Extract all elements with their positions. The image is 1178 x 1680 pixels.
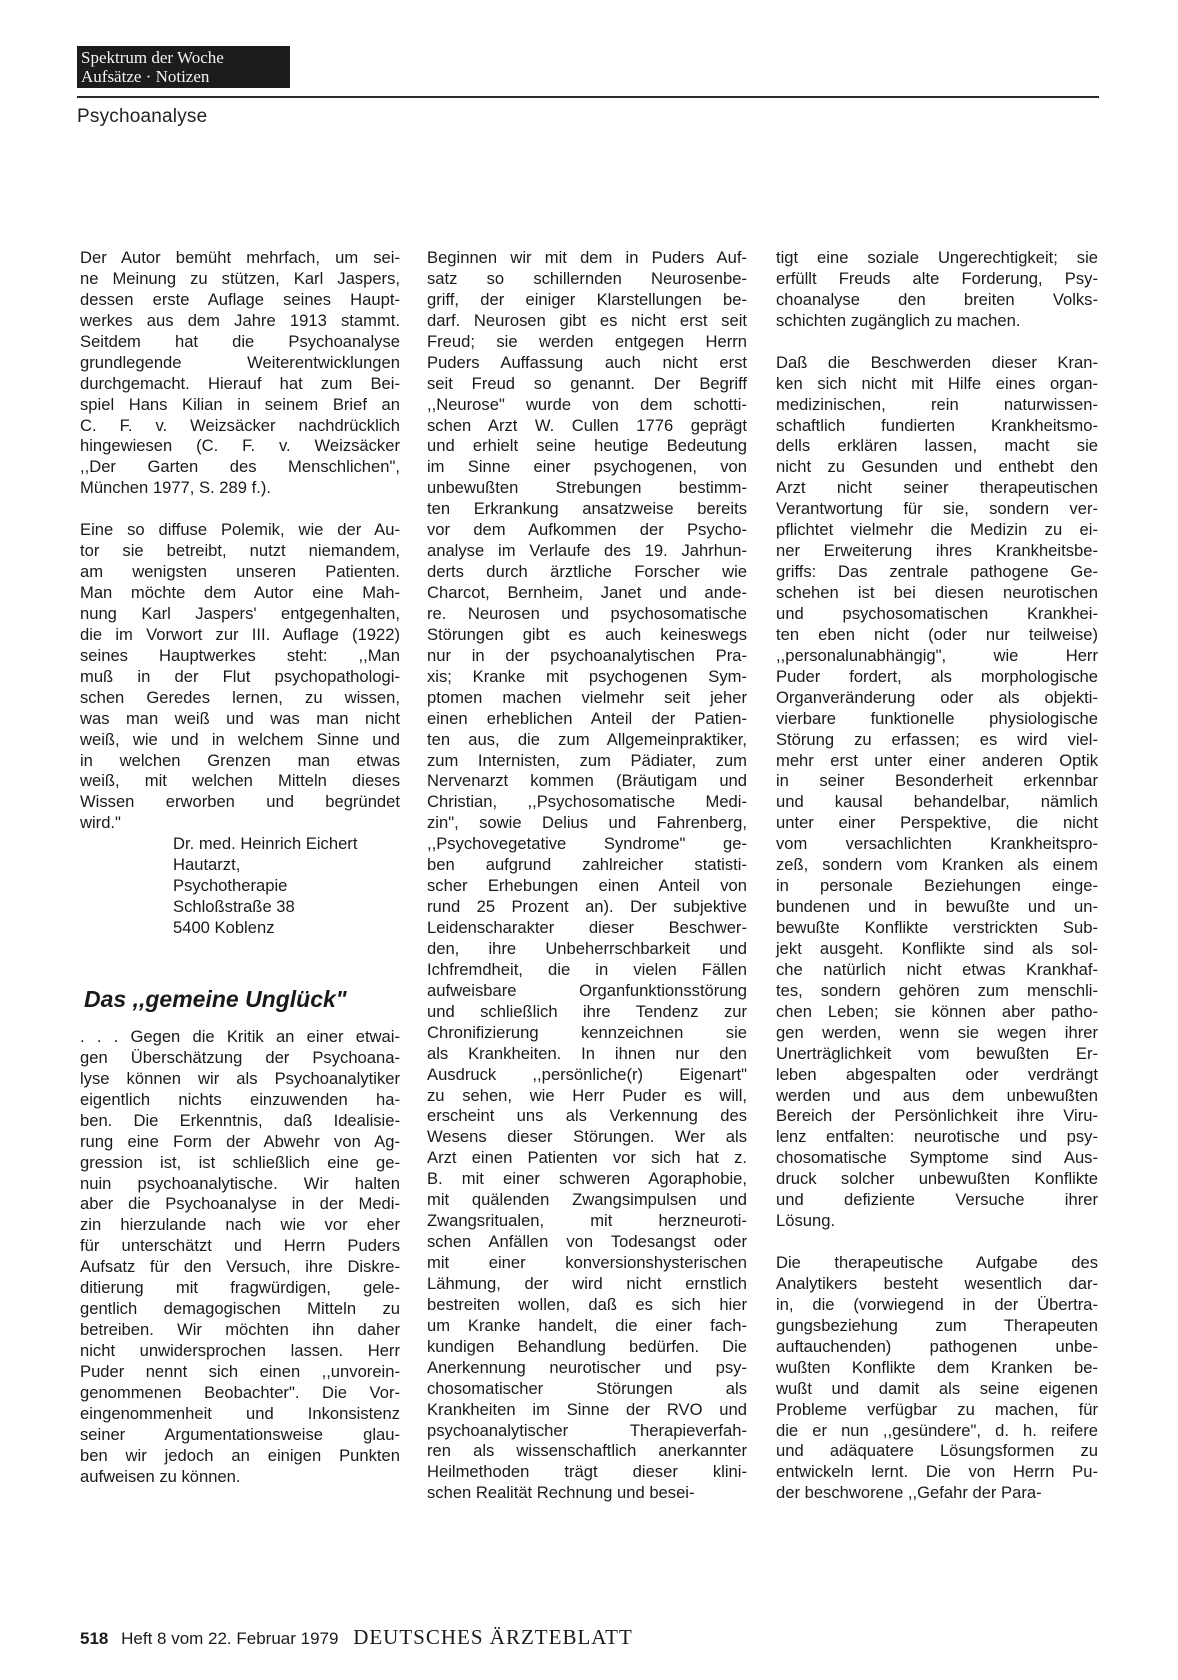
column-3 — [776, 248, 1098, 1504]
text-line: rung eine Form der Abwehr von Ag- — [80, 1131, 400, 1151]
text-line: die im Vorwort zur III. Auflage (1922) — [80, 624, 400, 644]
text-line: schichten zugänglich zu machen. — [776, 310, 1021, 330]
text-line: schen Geredes lernen, zu wissen, — [80, 687, 400, 707]
text-line: Schloßstraße 38 — [173, 897, 295, 917]
text-line: jekt ausgeht. Konflikte sind als sol- — [776, 938, 1098, 958]
text-line: auftauchenden) pathogenen unbe- — [776, 1336, 1098, 1356]
text-line: betreiben. Wir möchten ihn daher — [80, 1320, 400, 1340]
text-line: zin", sowie Delius und Fahrenberg, — [427, 813, 747, 833]
text-line: Probleme verfügbar zu machen, für — [776, 1399, 1098, 1419]
text-line: darf. Neurosen gibt es nicht erst seit — [427, 310, 747, 330]
text-line: vom versachlichten Krankheitspro- — [776, 834, 1098, 854]
text-line: Puder nennt sich einen ,,unvorein- — [80, 1361, 400, 1381]
text-line: und kausal behandelbar, nämlich — [776, 792, 1098, 812]
text-line: nur in der psychoanalytischen Pra- — [427, 645, 747, 665]
text-line: schen Arzt W. Cullen 1776 geprägt — [427, 415, 747, 435]
text-line: druck solcher unbewußten Konflikte — [776, 1169, 1098, 1189]
text-line: die er nun ,,gesündere", d. h. reifere — [776, 1420, 1098, 1440]
text-line: aber die Psychoanalyse in der Medi- — [80, 1194, 400, 1214]
page-number: 518 — [80, 1629, 109, 1648]
text-line: re. Neurosen und psychosomatische — [427, 603, 747, 623]
text-line: Unerträglichkeit vom bewußten Er- — [776, 1043, 1098, 1063]
issue-info: Heft 8 vom 22. Februar 1979 — [121, 1629, 339, 1648]
text-line: nicht unwidersprochen lassen. Herr — [80, 1341, 400, 1360]
text-line: ,,Psychovegetative Syndrome" ge- — [427, 834, 747, 854]
text-line: Die therapeutische Aufgabe des — [776, 1253, 1098, 1272]
text-line: wußt und damit als seine eigenen — [776, 1378, 1098, 1398]
text-line: ren als wissenschaftlich anerkannter — [427, 1441, 747, 1461]
col3-paragraph-1 — [776, 248, 1098, 332]
text-line: dells erklären lassen, macht sie — [776, 436, 1098, 456]
col1-paragraph-1 — [80, 248, 400, 499]
text-line: gungsbeziehung zum Therapeuten — [776, 1315, 1098, 1335]
rubric-line-1: Spektrum der Woche — [81, 48, 224, 67]
journal-name: DEUTSCHES ÄRZTEBLATT — [353, 1625, 633, 1649]
text-line: München 1977, S. 289 f.). — [80, 478, 271, 498]
text-line: Zwangsritualen, mit herzneuroti- — [427, 1211, 747, 1231]
text-line: nuin psychoanalytische. Wir halten — [80, 1173, 400, 1193]
text-line: aufweisen zu können. — [80, 1466, 241, 1486]
col2-paragraph-1 — [427, 248, 747, 1504]
text-line: vor dem Aufkommen der Psycho- — [427, 520, 747, 540]
text-line: chen Leben; sie können aber patho- — [776, 1001, 1098, 1021]
text-line: Anerkennung neurotischer und psy- — [427, 1357, 747, 1377]
text-line: chosomatischer Störungen als — [427, 1378, 747, 1398]
text-line: Störungen gibt es auch keineswegs — [427, 624, 747, 644]
text-line: Analytikers besteht wesentlich dar- — [776, 1273, 1098, 1293]
text-line: für unterschätzt und Herrn Puders — [80, 1236, 400, 1256]
text-line: und schließlich ihre Tendenz zur — [427, 1001, 747, 1021]
text-line: Puder fordert, als morphologische — [776, 666, 1098, 686]
text-line: am wenigsten unseren Patienten. — [80, 562, 400, 582]
text-line: nicht zu Gesunden und enthebt den — [776, 457, 1098, 477]
text-line: ten aus, die zum Allgemeinpraktiker, — [427, 729, 747, 749]
text-line: schehen ist bei diesen neurotischen — [776, 583, 1098, 602]
header-rule — [77, 96, 1099, 98]
text-line: chosomatische Symptome sind Aus- — [776, 1148, 1098, 1168]
text-line: Der Autor bemüht mehrfach, um sei- — [80, 248, 400, 267]
text-line: ditierung mit fragwürdigen, gele- — [80, 1278, 400, 1298]
text-line: ken sich nicht mit Hilfe eines organ- — [776, 373, 1098, 393]
text-line: zu sehen, wie Herr Puder es will, — [427, 1085, 747, 1105]
text-line: Verantwortung für sie, sondern ver- — [776, 499, 1098, 519]
text-line: Puders Auffassung auch nicht erst — [427, 352, 747, 372]
text-line: Wesens dieser Störungen. Wer als — [427, 1127, 747, 1147]
text-line: bewußte Konflikte verstrickten Sub- — [776, 918, 1098, 937]
text-line: zum Internisten, zum Pädiater, zum — [427, 750, 747, 770]
text-line: Wissen erworben und begründet — [80, 792, 400, 812]
text-line: gentlich demagogischen Mitteln zu — [80, 1299, 400, 1319]
text-line: scher Erhebungen einen Anteil von — [427, 876, 747, 896]
text-line: spiel Hans Kilian in seinem Brief an — [80, 394, 400, 414]
text-line: Christian, ,,Psychosomatische Medi- — [427, 792, 747, 812]
text-line: erfüllt Freuds alte Forderung, Psy- — [776, 268, 1098, 288]
text-line: Ausdruck ,,persönliche(r) Eigenart" — [427, 1064, 747, 1084]
text-line: zeß, sondern vom Kranken als einem — [776, 855, 1098, 875]
text-line: eigentlich nichts einzuwenden ha- — [80, 1089, 400, 1109]
text-line: werden und aus dem unbewußten — [776, 1085, 1098, 1105]
author-signature — [173, 834, 400, 939]
col3-paragraph-3 — [776, 1253, 1098, 1504]
text-line: B. mit einer schweren Agoraphobie, — [427, 1169, 747, 1189]
text-line: Eine so diffuse Polemik, wie der Au- — [80, 520, 400, 540]
text-line: in welchen Grenzen man etwas — [80, 750, 400, 770]
col3-paragraph-2 — [776, 353, 1098, 1232]
column-1 — [80, 248, 400, 1488]
text-line: medizinischen, rein naturwissen- — [776, 394, 1098, 414]
text-line: ben. Die Erkenntnis, daß Idealisie- — [80, 1110, 400, 1130]
text-line: ner Erweiterung ihres Krankheitsbe- — [776, 541, 1098, 561]
text-line: ,,Der Garten des Menschlichen", — [80, 457, 400, 477]
text-line: der beschworene ,,Gefahr der Para- — [776, 1483, 1042, 1503]
text-line: und erhielt seine heutige Bedeutung — [427, 436, 747, 456]
text-line: Lähmung, der wird nicht ernstlich — [427, 1273, 747, 1293]
page-footer — [80, 1625, 633, 1650]
text-line: bundenen und in bewußte und un- — [776, 897, 1098, 917]
text-line: im Sinne einer psychogenen, von — [427, 457, 747, 477]
text-line: lenz entfalten: neurotische und psy- — [776, 1127, 1098, 1147]
text-line: weiß, wie und in welchem Sinne und — [80, 729, 400, 749]
text-line: xis; Kranke mit psychogenen Sym- — [427, 666, 747, 686]
text-line: in personale Beziehungen einge- — [776, 876, 1098, 896]
text-line: Bereich der Persönlichkeit ihre Viru- — [776, 1106, 1098, 1126]
text-line: schaftlich fundierten Krankheitsmo- — [776, 415, 1098, 435]
text-line: ben wir jedoch an einigen Punkten — [80, 1445, 400, 1465]
text-line: Krankheiten im Sinne der RVO und — [427, 1399, 747, 1419]
text-line: vierbare funktionelle physiologische — [776, 708, 1098, 728]
text-line: C. F. v. Weizsäcker nachdrücklich — [80, 415, 400, 435]
col1-paragraph-2 — [80, 520, 400, 834]
text-line: ptomen machen vielmehr seit jeher — [427, 687, 747, 707]
text-line: nung Karl Jaspers' entgegenhalten, — [80, 603, 400, 623]
rubric-box — [77, 46, 290, 88]
text-line: tigt eine soziale Ungerechtigkeit; sie — [776, 248, 1098, 267]
text-line: tes, sondern gehören zum menschli- — [776, 980, 1098, 1000]
text-line: mit einer konversionshysterischen — [427, 1253, 747, 1272]
text-line: griffs: Das zentrale pathogene Ge- — [776, 562, 1098, 582]
text-line: muß in der Flut psychopathologi- — [80, 666, 400, 686]
text-line: che natürlich nicht etwas Krankhaf- — [776, 959, 1098, 979]
text-line: Arzt nicht seiner therapeutischen — [776, 478, 1098, 498]
text-line: Seitdem hat die Psychoanalyse — [80, 331, 400, 351]
text-line: satz so schillernden Neurosenbe- — [427, 268, 747, 288]
text-line: rund 25 Prozent an). Der subjektive — [427, 897, 747, 917]
col1-paragraph-3 — [80, 1027, 400, 1488]
text-line: schen Anfällen von Todesangst oder — [427, 1232, 747, 1252]
text-line: Charcot, Bernheim, Janet und ande- — [427, 583, 747, 602]
text-line: Freud; sie werden entgegen Herrn — [427, 331, 747, 351]
text-line: gen Überschätzung der Psychoana- — [80, 1047, 400, 1067]
text-line: Nervenarzt kommen (Bräutigam und — [427, 771, 747, 791]
text-line: Arzt einen Patienten vor sich hat z. — [427, 1148, 747, 1168]
text-line: wußten Konflikte dem Kranken be- — [776, 1357, 1098, 1377]
text-line: einen erheblichen Anteil der Patien- — [427, 708, 747, 728]
text-line: gen werden, wenn sie wegen ihrer — [776, 1022, 1098, 1042]
text-line: Man möchte dem Autor eine Mah- — [80, 583, 400, 602]
text-line: eingenommenheit und Inkonsistenz — [80, 1403, 400, 1423]
text-line: gression ist, ist schließlich eine ge- — [80, 1152, 400, 1172]
text-line: seines Hauptwerkes steht: ,,Man — [80, 645, 400, 665]
text-line: und adäquatere Lösungsformen zu — [776, 1441, 1098, 1461]
text-line: ne Meinung zu stützen, Karl Jaspers, — [80, 268, 400, 288]
text-line: ten Erkrankung ansatzweise bereits — [427, 499, 747, 519]
text-line: seiner Argumentationsweise glau- — [80, 1424, 400, 1444]
text-line: mit quälenden Zwangsimpulsen und — [427, 1190, 747, 1210]
text-line: Organveränderung oder als objekti- — [776, 687, 1098, 707]
text-line: mehr erst unter einer anderen Optik — [776, 750, 1098, 770]
text-line: psychoanalytischer Therapieverfah- — [427, 1420, 747, 1440]
text-line: pflichtet vielmehr die Medizin zu ei- — [776, 520, 1098, 540]
text-line: ,,personalunabhängig", wie Herr — [776, 645, 1098, 665]
text-line: ,,Neurose" wurde von dem schotti- — [427, 394, 747, 414]
text-line: hingewiesen (C. F. v. Weizsäcker — [80, 436, 400, 456]
text-line: durchgemacht. Hierauf hat zum Bei- — [80, 373, 400, 393]
text-line: Aufsatz für den Versuch, ihre Diskre- — [80, 1257, 400, 1277]
article-heading: Das ,,gemeine Unglück" — [84, 985, 347, 1012]
text-line: griff, der einiger Klarstellungen be- — [427, 289, 747, 309]
text-line: ben aufgrund zahlreicher statisti- — [427, 855, 747, 875]
text-line: Dr. med. Heinrich Eichert — [173, 834, 358, 854]
text-line: als Krankheiten. In ihnen nur den — [427, 1043, 747, 1063]
section-label: Psychoanalyse — [77, 106, 208, 127]
text-line: unbewußten Strebungen bestimm- — [427, 478, 747, 498]
text-line: choanalyse den breiten Volks- — [776, 289, 1098, 309]
text-line: den, ihre Unbeherrschbarkeit und — [427, 938, 747, 958]
text-line: werkes aus dem Jahre 1913 stammt. — [80, 310, 400, 330]
text-line: was man weiß und was man nicht — [80, 708, 400, 728]
text-line: Psychotherapie — [173, 876, 288, 896]
text-line: ten eben nicht (oder nur teilweise) — [776, 624, 1098, 644]
text-line: . . . Gegen die Kritik an einer etwai- — [80, 1026, 400, 1046]
text-line: dessen erste Auflage seines Haupt- — [80, 289, 400, 309]
text-line: und defiziente Versuche ihrer — [776, 1190, 1098, 1210]
text-line: Heilmethoden trägt dieser klini- — [427, 1462, 747, 1482]
text-line: Beginnen wir mit dem in Puders Auf- — [427, 248, 747, 267]
text-line: schen Realität Rechnung und besei- — [427, 1483, 695, 1503]
text-line: um Kranke handelt, die einer fach- — [427, 1315, 747, 1335]
text-line: erscheint uns als Verkennung des — [427, 1106, 747, 1126]
text-line: kundigen Behandlung bedürfen. Die — [427, 1336, 747, 1356]
text-line: Lösung. — [776, 1211, 836, 1231]
column-2 — [427, 248, 747, 1504]
text-line: weiß, mit welchen Mitteln dieses — [80, 771, 400, 791]
text-line: Chronifizierung kennzeichnen sie — [427, 1022, 747, 1042]
text-line: in seiner Besonderheit erkennbar — [776, 771, 1098, 791]
text-line: derts durch ärztliche Forscher wie — [427, 562, 747, 582]
text-line: Daß die Beschwerden dieser Kran- — [776, 352, 1098, 372]
text-line: analyse im Verlaufe des 19. Jahrhun- — [427, 541, 747, 561]
text-line: und psychosomatischen Krankhei- — [776, 603, 1098, 623]
text-line: seit Freud so genannt. Der Begriff — [427, 373, 747, 393]
text-line: tor sie betreibt, nutzt niemandem, — [80, 541, 400, 561]
text-line: grundlegende Weiterentwicklungen — [80, 352, 400, 372]
text-line: bestreiten wollen, daß es sich hier — [427, 1294, 747, 1314]
rubric-line-2: Aufsätze · Notizen — [81, 67, 210, 86]
text-line: Leidenscharakter dieser Beschwer- — [427, 918, 747, 937]
text-line: genommenen Beobachter". Die Vor- — [80, 1382, 400, 1402]
text-line: 5400 Koblenz — [173, 918, 275, 937]
text-line: lyse können wir als Psychoanalytiker — [80, 1068, 400, 1088]
text-line: Ichfremdheit, die in vielen Fällen — [427, 959, 747, 979]
text-line: zin hierzulande nach wie vor eher — [80, 1215, 400, 1235]
text-line: leben abgespalten oder verdrängt — [776, 1064, 1098, 1084]
text-line: entwickeln lernt. Die von Herrn Pu- — [776, 1462, 1098, 1482]
text-line: wird." — [80, 813, 121, 833]
text-line: unter einer Perspektive, die nicht — [776, 813, 1098, 833]
text-line: Störung zu erfassen; es wird viel- — [776, 729, 1098, 749]
text-line: Hautarzt, — [173, 855, 241, 875]
text-line: aufweisbare Organfunktionsstörung — [427, 980, 747, 1000]
text-line: in, die (vorwiegend in der Übertra- — [776, 1294, 1098, 1314]
